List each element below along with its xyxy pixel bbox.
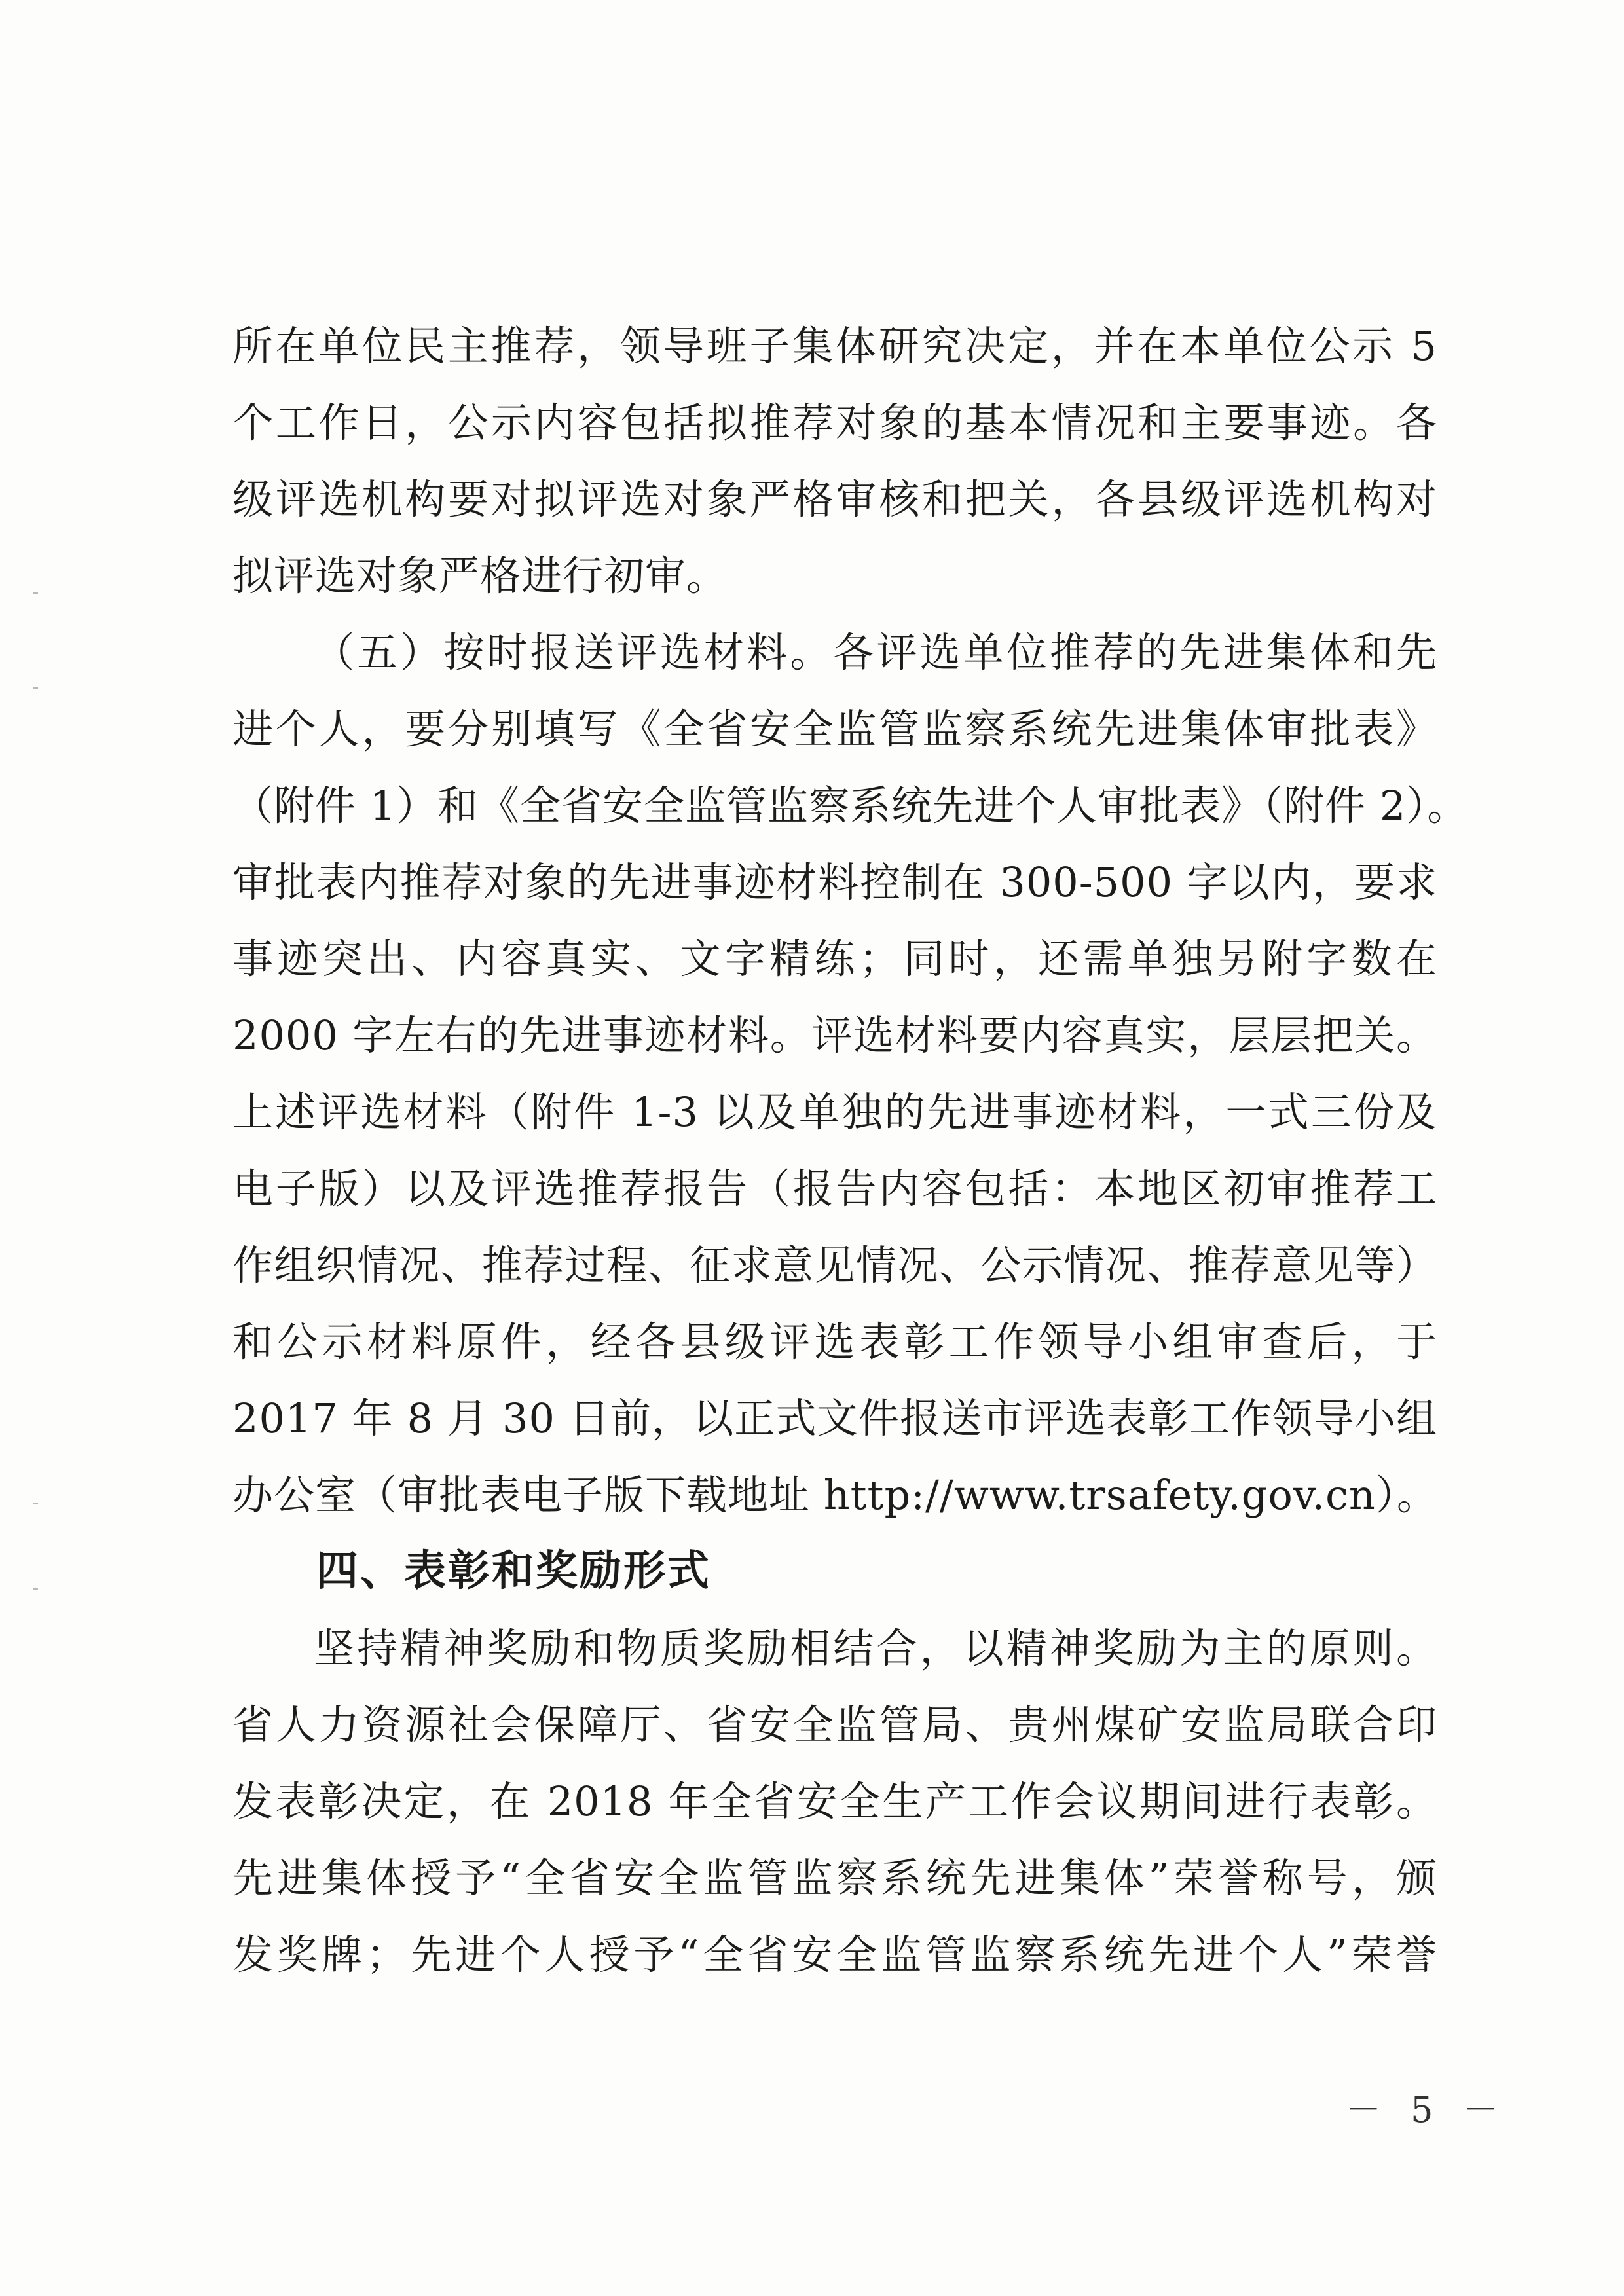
document-body (232, 308, 1469, 1993)
paragraph-line: 和公示材料原件，经各县级评选表彰工作领导小组审查后，于 (232, 1318, 1437, 1366)
paragraph-line: （五）按时报送评选材料。各评选单位推荐的先进集体和先 (314, 629, 1437, 676)
paragraph-line: 2017 年 8 月 30 日前，以正式文件报送市评选表彰工作领导小组 (232, 1394, 1437, 1442)
paragraph-line: 事迹突出、内容真实、文字精练；同时，还需单独另附字数在 (232, 935, 1437, 983)
section-heading: 四、表彰和奖励形式 (316, 1547, 711, 1595)
paragraph-line: （附件 1）和《全省安全监管监察系统先进个人审批表》（附件 2）。 (232, 782, 1469, 829)
paragraph-line: 所在单位民主推荐，领导班子集体研究决定，并在本单位公示 5 (232, 322, 1437, 370)
paragraph-line: 进个人，要分别填写《全省安全监管监察系统先进集体审批表》 (232, 705, 1437, 753)
paragraph-line: 电子版）以及评选推荐报告（报告内容包括：本地区初审推荐工 (232, 1165, 1437, 1212)
paragraph-line: 2000 字左右的先进事迹材料。评选材料要内容真实，层层把关。 (232, 1011, 1437, 1059)
page-number: － 5 － (1346, 2089, 1507, 2130)
paragraph-line: 先进集体授予“全省安全监管监察系统先进集体”荣誉称号，颁 (232, 1854, 1437, 1902)
paragraph-line: 发表彰决定，在 2018 年全省安全生产工作会议期间进行表彰。 (232, 1777, 1437, 1825)
paragraph-line: 坚持精神奖励和物质奖励相结合，以精神奖励为主的原则。 (314, 1624, 1437, 1672)
paragraph-line: 办公室（审批表电子版下载地址 http://www.trsafety.gov.cn）。 (232, 1471, 1438, 1519)
paragraph-line: 上述评选材料（附件 1-3 以及单独的先进事迹材料，一式三份及 (232, 1088, 1437, 1136)
scan-margin-mark (33, 1588, 38, 1590)
scan-margin-mark (33, 1503, 38, 1504)
paragraph-line: 省人力资源社会保障厅、省安全监管局、贵州煤矿安监局联合印 (232, 1701, 1437, 1749)
paragraph-line: 个工作日，公示内容包括拟推荐对象的基本情况和主要事迹。各 (232, 399, 1437, 446)
paragraph-line: 审批表内推荐对象的先进事迹材料控制在 300-500 字以内，要求 (232, 858, 1437, 906)
scan-margin-mark (33, 687, 38, 689)
paragraph-line: 拟评选对象严格进行初审。 (232, 552, 728, 600)
paragraph-line: 发奖牌；先进个人授予“全省安全监管监察系统先进个人”荣誉 (232, 1931, 1437, 1978)
scan-margin-mark (33, 592, 38, 594)
paragraph-line: 作组织情况、推荐过程、征求意见情况、公示情况、推荐意见等） (232, 1241, 1437, 1289)
paragraph-line: 级评选机构要对拟评选对象严格审核和把关，各县级评选机构对 (232, 475, 1437, 523)
